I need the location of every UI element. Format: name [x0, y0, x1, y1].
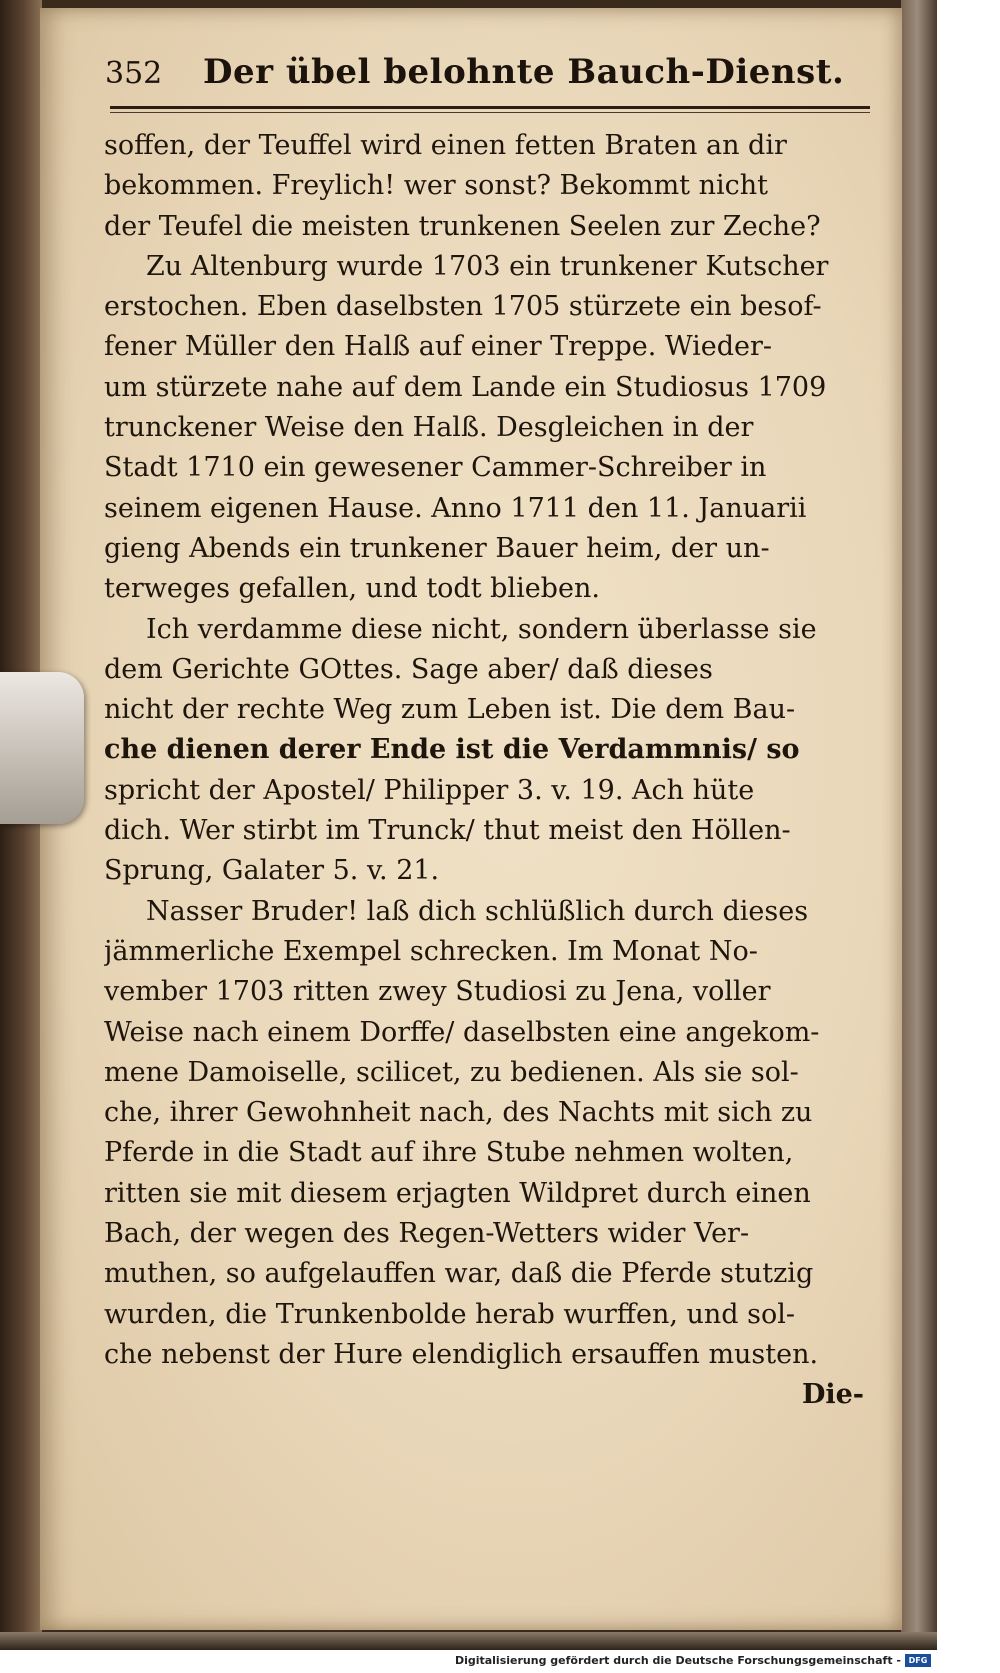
text-line: che nebenst der Hure elendiglich ersauffen musten.: [104, 1338, 819, 1370]
text-line: Pferde in die Stadt auf ihre Stube nehmen wolten,: [104, 1137, 794, 1169]
text-line: jämmerliche Exempel schrecken. Im Monat No-: [104, 935, 758, 967]
text-line: dem Gerichte GOttes. Sage aber/ daß dieses: [104, 653, 713, 685]
page-clip: [0, 672, 84, 824]
emphasized-line: che dienen derer Ende ist die Verdammnis/ so: [104, 734, 800, 766]
text-line: ritten sie mit diesem erjagten Wildpret durch einen: [104, 1177, 811, 1209]
book-bottom-edge: [0, 1632, 937, 1650]
text-line: erstochen. Eben daselbsten 1705 stürzete ein besof-: [104, 291, 822, 323]
text-line: Weise nach einem Dorffe/ daselbsten eine angekom-: [104, 1016, 820, 1048]
paragraph-start-line: Nasser Bruder! laß dich schlüßlich durch dieses: [146, 895, 809, 927]
text-line: trunckener Weise den Halß. Desgleichen in der: [104, 412, 754, 444]
text-line: nicht der rechte Weg zum Leben ist. Die dem Bau-: [104, 694, 796, 726]
text-line: der Teufel die meisten trunkenen Seelen zur Zeche?: [104, 210, 821, 242]
text-line: soffen, der Teuffel wird einen fetten Braten an dir: [104, 130, 787, 161]
text-line: wurden, die Trunkenbolde herab wurffen, und sol-: [104, 1298, 796, 1330]
paragraph-start-line: Zu Altenburg wurde 1703 ein trunkener Kutscher: [146, 250, 829, 282]
header-rule-thin: [110, 112, 870, 113]
text-line: terweges gefallen, und todt blieben.: [104, 573, 600, 605]
text-line: muthen, so aufgelauffen war, daß die Pferde stutzig: [104, 1258, 814, 1290]
text-line: gieng Abends ein trunkener Bauer heim, der un-: [104, 532, 770, 564]
text-line: Bach, der wegen des Regen-Wetters wider Ver-: [104, 1218, 750, 1250]
funding-credit: Digitalisierung gefördert durch die Deutsche Forschungsgemeinschaft -: [454, 1654, 901, 1667]
body-text: [104, 126, 874, 1416]
text-line: dich. Wer stirbt im Trunck/ thut meist den Höllen-: [104, 815, 791, 847]
footer-bar: [0, 1650, 937, 1673]
text-line: bekommen. Freylich! wer sonst? Bekommt nicht: [104, 170, 769, 202]
catchword: Die-: [801, 1379, 864, 1411]
page-header: [105, 48, 865, 104]
text-line: che, ihrer Gewohnheit nach, des Nachts mit sich zu: [104, 1097, 813, 1129]
running-head: Der übel belohnte Bauch-Dienst.: [203, 52, 845, 92]
page-number: 352: [105, 56, 163, 91]
book-spine-edge: [0, 0, 42, 1650]
header-rule: [110, 106, 870, 109]
paragraph-start-line: Ich verdamme diese nicht, sondern überlasse sie: [146, 613, 817, 645]
page-stack-edge: [901, 0, 937, 1650]
text-line: fener Müller den Halß auf einer Treppe. Wieder-: [104, 331, 773, 363]
dfg-logo-icon: DFG: [905, 1654, 931, 1667]
text-line: seinem eigenen Hause. Anno 1711 den 11. Januarii: [104, 492, 807, 524]
text-line: spricht der Apostel/ Philipper 3. v. 19. Ach hüte: [104, 774, 755, 806]
text-line: Stadt 1710 ein gewesener Cammer-Schreiber in: [104, 452, 767, 484]
text-line: vember 1703 ritten zwey Studiosi zu Jena, voller: [104, 976, 771, 1008]
text-line: mene Damoiselle, scilicet, zu bedienen. Als sie sol-: [104, 1056, 799, 1088]
text-line: Sprung, Galater 5. v. 21.: [104, 855, 440, 887]
text-line: um stürzete nahe auf dem Lande ein Studiosus 1709: [104, 371, 827, 403]
